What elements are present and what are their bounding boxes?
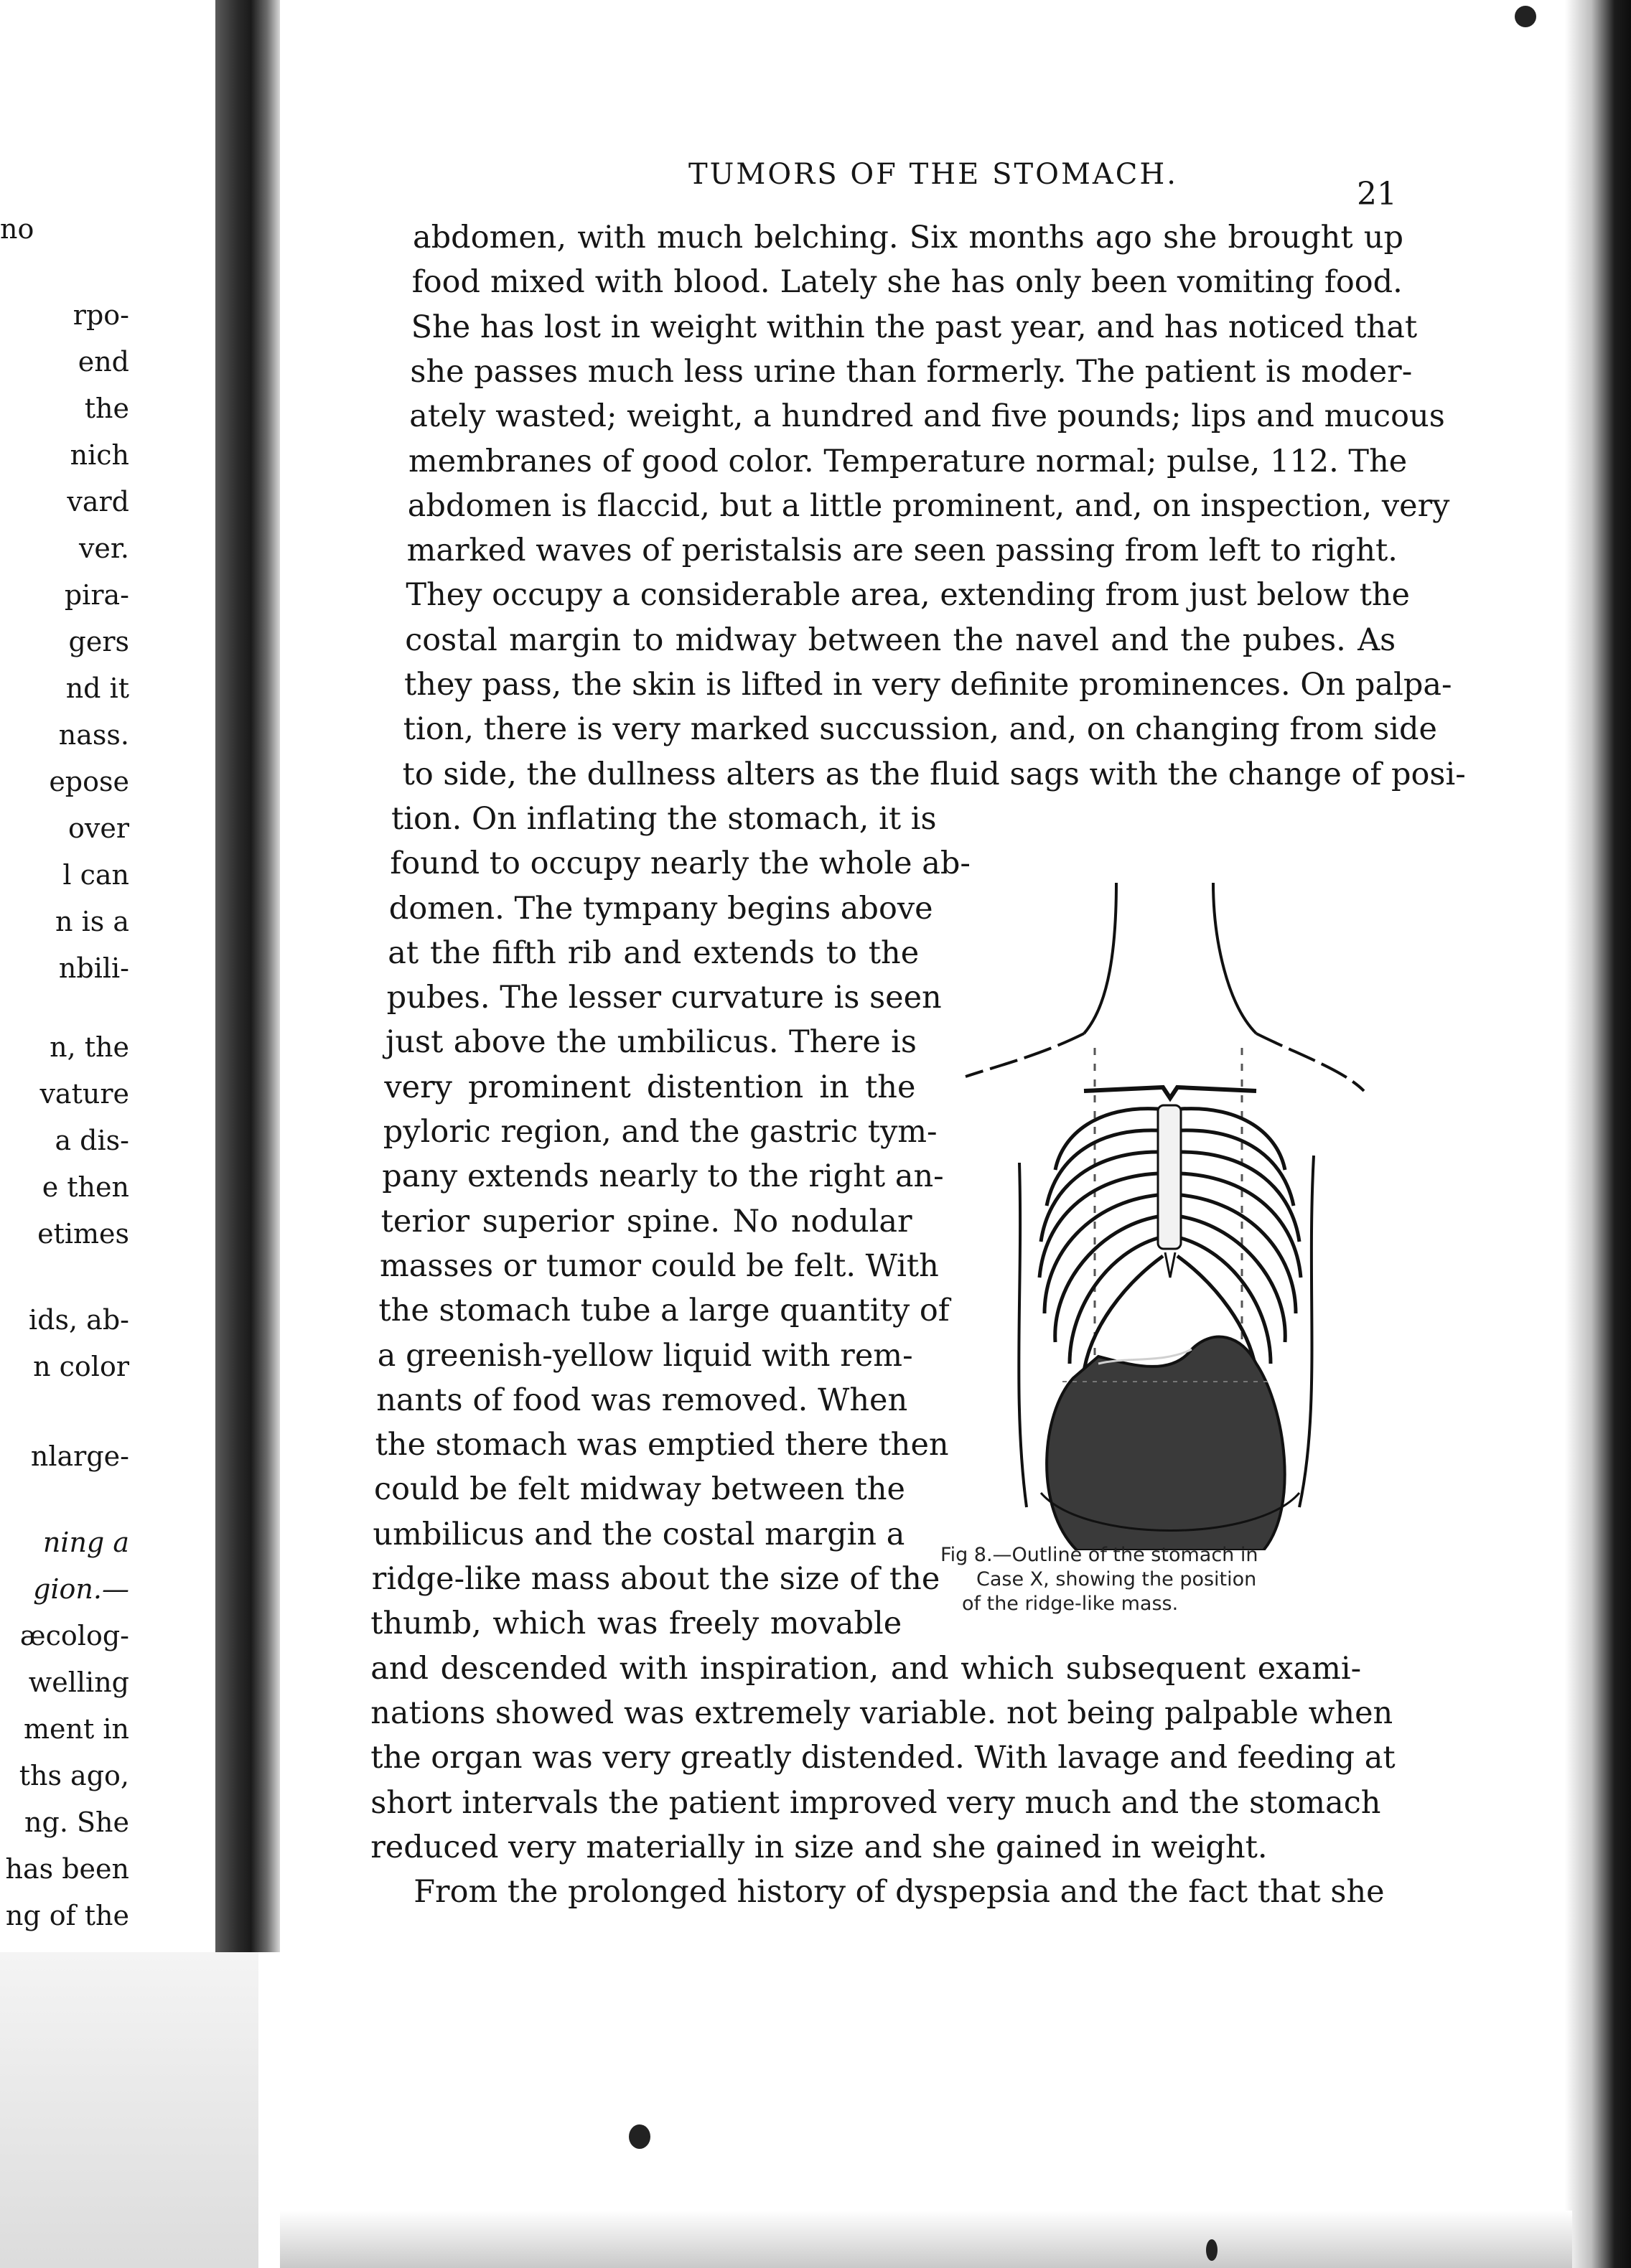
body-text-line: pany extends nearly to the right an- (382, 1158, 944, 1195)
facing-page-fragment: n, the (50, 1031, 129, 1063)
caption-line: of the ridge-like mass. (962, 1593, 1179, 1615)
facing-page-fragment: the (84, 393, 129, 424)
page-bottom-edge (280, 2211, 1572, 2268)
binding-shadow (215, 0, 280, 1952)
page-number: 21 (1357, 176, 1397, 212)
body-text-line: From the prolonged history of dyspepsia and the fact that she (413, 1874, 1385, 1911)
figure-caption (940, 1543, 1350, 1616)
facing-page-fragment: a dis- (55, 1125, 129, 1156)
body-text-line: umbilicus and the costal margin a (373, 1516, 905, 1552)
facing-page-fragment: gion.— (33, 1573, 129, 1605)
caption-line: Case X, showing the position (976, 1568, 1257, 1590)
facing-page-fragment: ids, ab- (29, 1304, 129, 1336)
facing-page-fragment: nass. (58, 719, 129, 751)
facing-page-fragment: e then (42, 1171, 129, 1203)
scan-speck (1206, 2239, 1218, 2261)
body-text-line: She has lost in weight within the past year, and has noticed that (411, 309, 1418, 345)
body-text-line: they pass, the skin is lifted in very definite prominences. On palpa- (404, 667, 1452, 703)
facing-page-fragment: vard (67, 486, 129, 517)
body-text-line: abdomen is flaccid, but a little prominent, and, on inspection, very (407, 487, 1450, 524)
body-text-line: food mixed with blood. Lately she has only been vomiting food. (411, 264, 1403, 301)
body-text-line: costal margin to midway between the navel and the pubes. As (405, 622, 1396, 658)
body-text-line: thumb, which was freely movable (370, 1606, 902, 1642)
body-text-line: short intervals the patient improved very much and the stomach (370, 1784, 1381, 1821)
facing-page-fragment: pira- (64, 579, 129, 611)
facing-page-fragment: ver. (78, 533, 129, 564)
facing-page-fragment: nbili- (58, 952, 129, 984)
body-text-line: nations showed was extremely variable. not being palpable when (370, 1695, 1393, 1731)
body-text-line: the organ was very greatly distended. With lavage and feeding at (370, 1740, 1396, 1776)
facing-page-fragment: rpo- (73, 299, 129, 331)
scan-speck (1515, 6, 1536, 27)
facing-page-bottom (0, 1952, 258, 2268)
facing-page-fragment: vature (39, 1078, 129, 1110)
body-text-line: found to occupy nearly the whole ab- (390, 845, 971, 882)
body-text-line: domen. The tympany begins above (388, 890, 933, 927)
body-text-line: the stomach tube a large quantity of (378, 1293, 950, 1329)
facing-page-fragment: epose (49, 766, 129, 797)
body-text-line: ately wasted; weight, a hundred and five pounds; lips and mucous (409, 398, 1445, 435)
facing-page-fragment: no (0, 213, 34, 245)
stomach-outline-illustration (955, 861, 1378, 1550)
facing-page-fragment: etimes (37, 1218, 129, 1250)
running-head: TUMORS OF THE STOMACH. (688, 158, 1179, 191)
facing-page-fragment: nlarge- (30, 1440, 129, 1472)
facing-page-fragment: n is a (55, 906, 129, 937)
facing-page-fragment: over (68, 812, 129, 844)
body-text-line: at the fifth rib and extends to the (388, 934, 920, 971)
facing-page-fragment: end (78, 346, 129, 378)
body-text-line: tion. On inflating the stomach, it is (391, 800, 937, 837)
facing-page-fragment: n color (33, 1351, 129, 1382)
body-text-line: reduced very materially in size and she gained in weight. (370, 1829, 1268, 1865)
body-text-line: nants of food was removed. When (376, 1382, 908, 1418)
facing-page-fragment: gers (68, 626, 129, 657)
body-text-line: pubes. The lesser curvature is seen (386, 980, 942, 1016)
body-text-line: They occupy a considerable area, extending from just below the (406, 577, 1411, 614)
body-text-line: a greenish-yellow liquid with rem- (377, 1337, 913, 1374)
body-text-line: she passes much less urine than formerly. The patient is moder- (410, 353, 1413, 390)
facing-page-fragment: nich (70, 439, 129, 471)
body-text-line: terior superior spine. No nodular (380, 1203, 912, 1240)
body-text-line: and descended with inspiration, and which subsequent exami- (370, 1650, 1362, 1687)
body-text-line: abdomen, with much belching. Six months ago she brought up (413, 220, 1403, 256)
body-text-line: to side, the dullness alters as the fluid sags with the change of posi- (402, 756, 1466, 792)
facing-page-fragment: ning a (42, 1527, 129, 1558)
body-text-line: masses or tumor could be felt. With (380, 1247, 939, 1284)
body-text-line: the stomach was emptied there then (375, 1427, 949, 1463)
facing-page (0, 0, 215, 1952)
body-text-line: very prominent distention in the (384, 1069, 916, 1105)
facing-page-fragment: has been (5, 1853, 129, 1885)
scan-speck (629, 2124, 650, 2149)
body-text-line: just above the umbilicus. There is (385, 1024, 917, 1061)
caption-line: Fig 8.—Outline of the stomach in (940, 1544, 1258, 1566)
body-text-line: ridge-like mass about the size of the (371, 1561, 940, 1597)
body-text-line: could be felt midway between the (374, 1471, 905, 1508)
facing-page-fragment: l can (62, 859, 129, 891)
facing-page-fragment: ng. She (24, 1807, 129, 1838)
facing-page-fragment: nd it (65, 673, 129, 704)
page-edge-shadow (1565, 0, 1631, 2268)
facing-page-fragment: ths ago, (19, 1760, 129, 1791)
facing-page-fragment: ment in (24, 1713, 129, 1745)
body-text-line: pyloric region, and the gastric tym- (383, 1114, 938, 1150)
body-text-line: tion, there is very marked succussion, and, on changing from side (403, 711, 1437, 748)
facing-page-fragment: welling (28, 1667, 129, 1698)
figure-8 (955, 861, 1378, 1579)
body-text-line: marked waves of peristalsis are seen passing from left to right. (406, 533, 1398, 569)
facing-page-fragment: ng of the (5, 1900, 129, 1931)
body-text-line: membranes of good color. Temperature normal; pulse, 112. The (408, 443, 1408, 479)
facing-page-fragment: æcolog- (19, 1620, 129, 1651)
